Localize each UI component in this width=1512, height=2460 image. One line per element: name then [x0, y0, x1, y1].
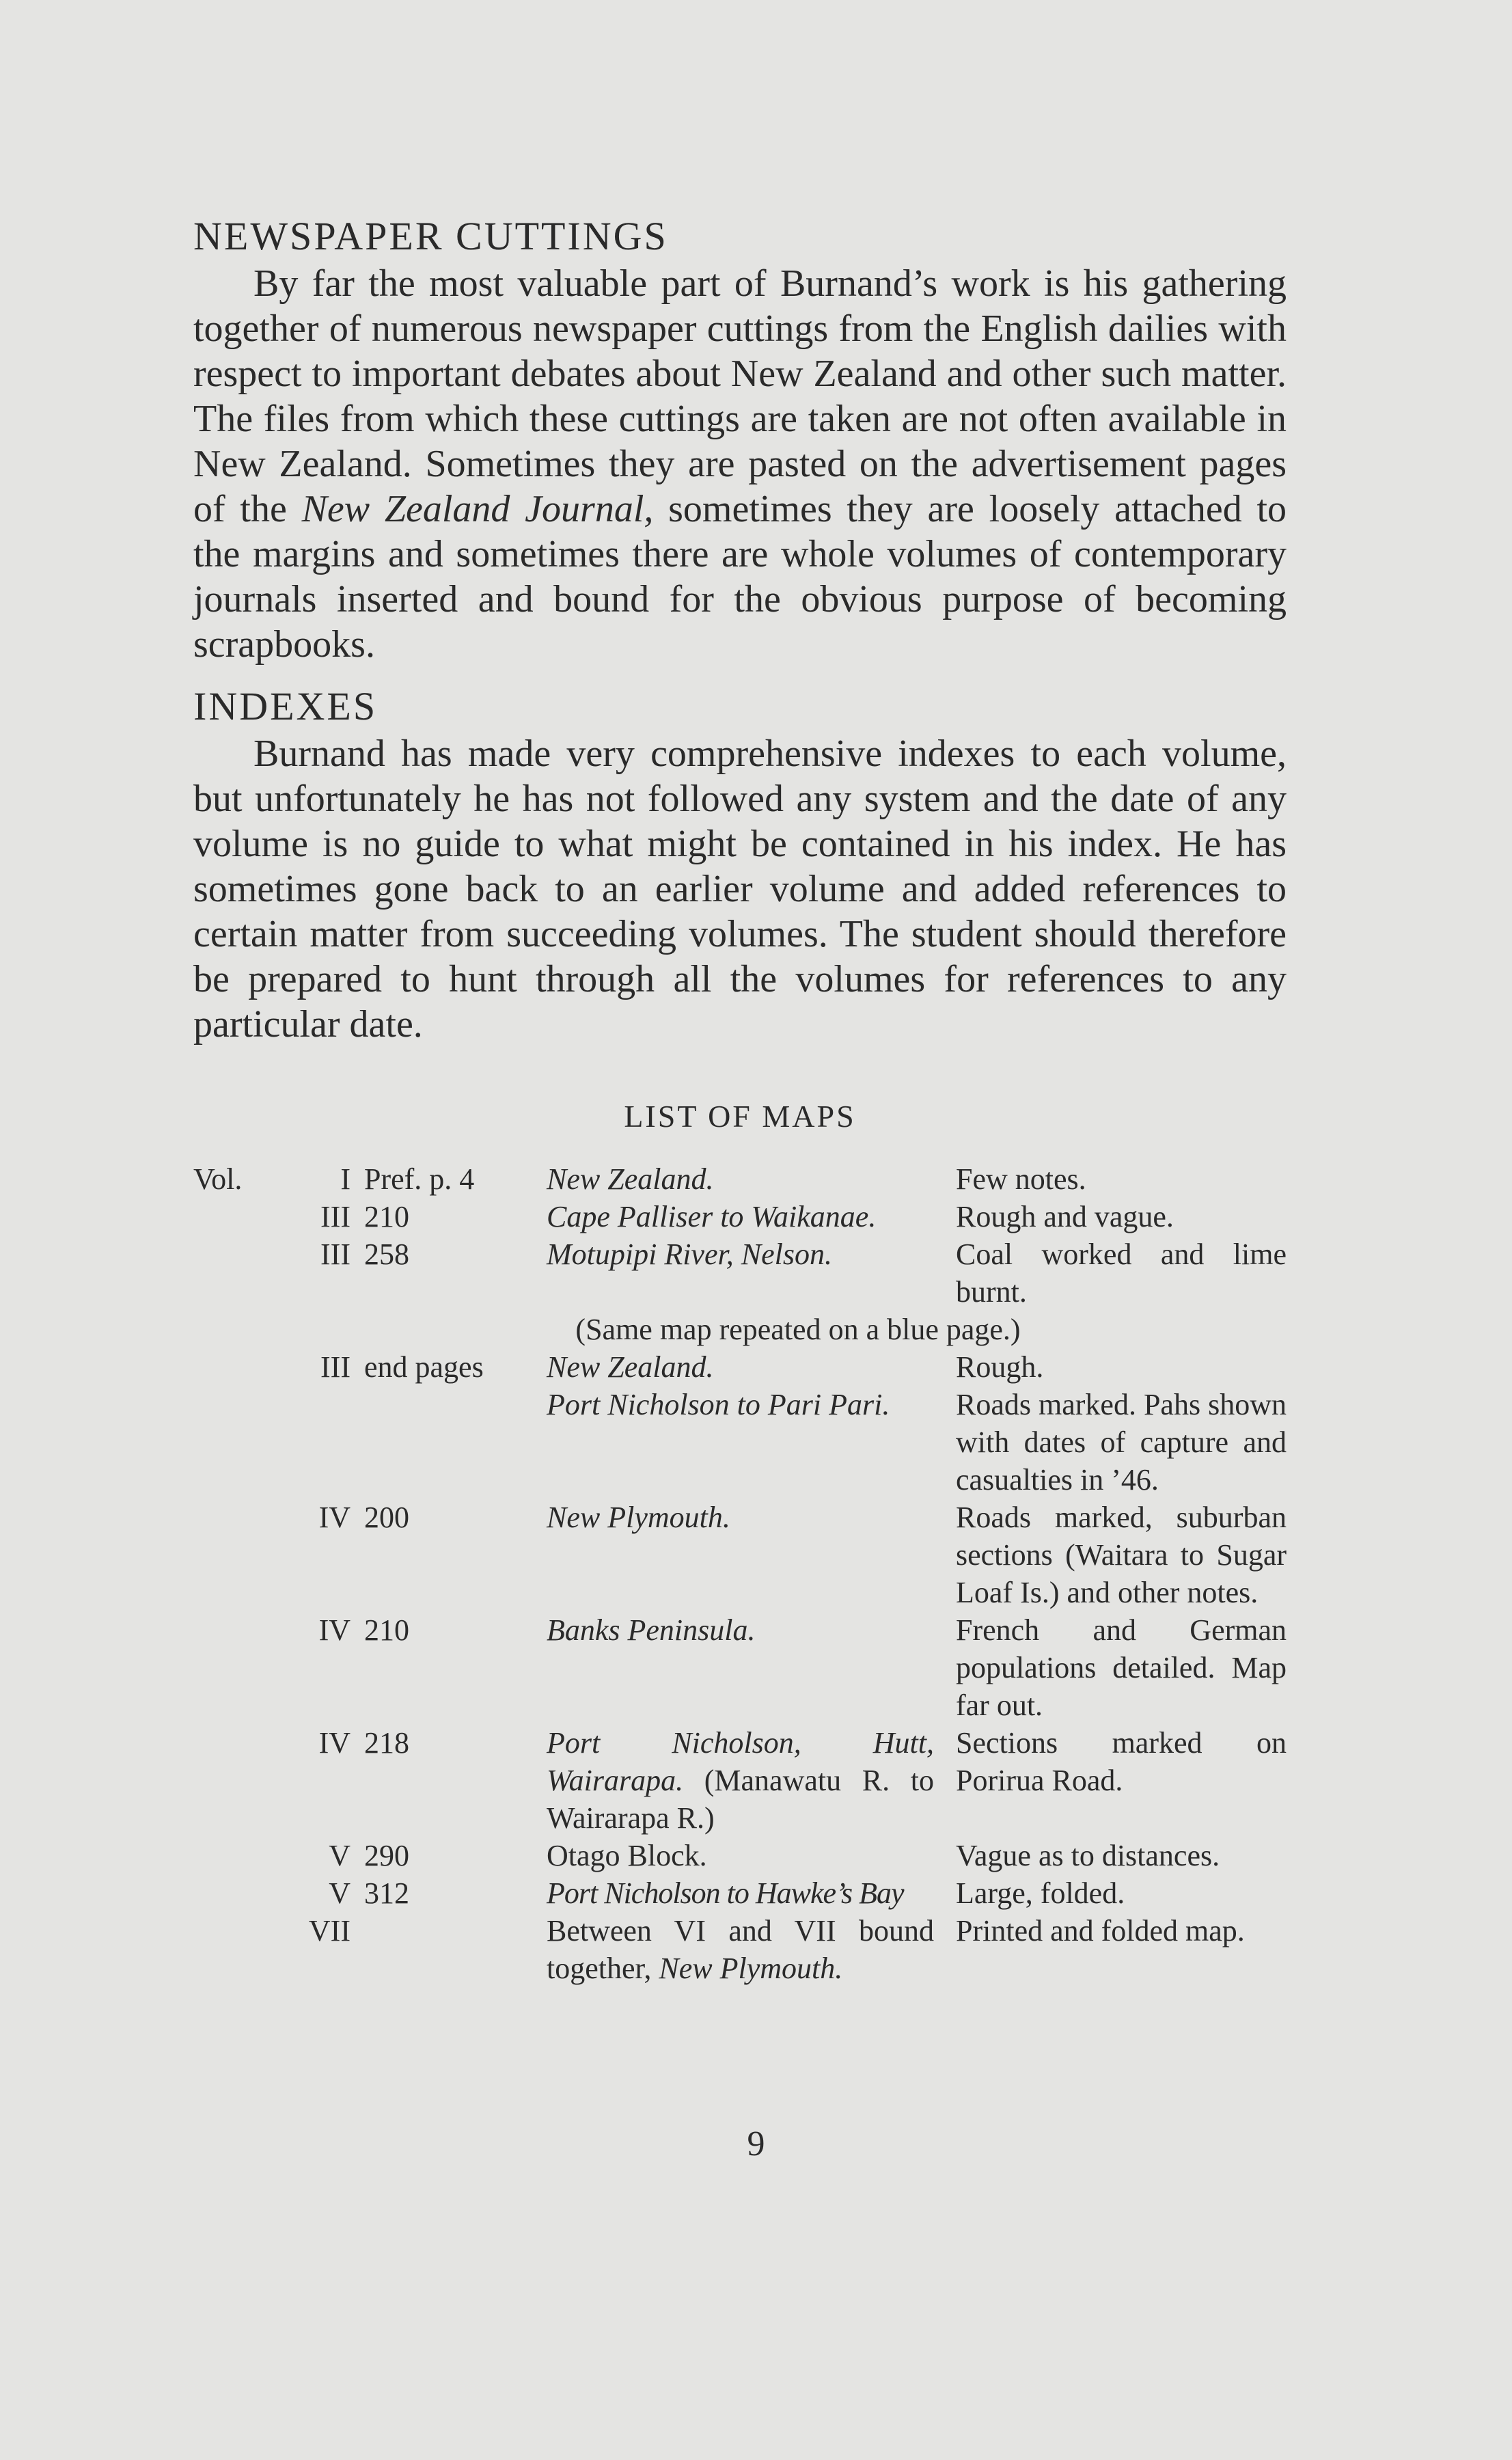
map-title-italic: Port Nicholson, Hutt, Wairarapa.: [547, 1726, 934, 1797]
map-title: Banks Peninsula.: [547, 1613, 756, 1647]
paragraph-text: sometimes they are loosely attached to the margins and sometimes there are whole volumes of contemporary journals inserted and bound for the obvious purpose of becoming scrapbooks.: [193, 488, 1287, 666]
volume-number: IV: [318, 1613, 350, 1647]
map-title: New Zealand.: [547, 1162, 714, 1196]
map-title: Otago Block.: [547, 1839, 707, 1872]
map-title: Port Nicholson to Pari Pari.: [547, 1388, 890, 1421]
volume-number: IV: [318, 1501, 350, 1534]
table-row: [193, 1837, 1287, 1874]
paragraph-text: By far the most valuable part of Burnand’s work is his gathering together of numerous newspaper cuttings from the English dailies with respect to important debates about New Zealand and other such matter. The files from which these cuttings are taken are not often available in New Zealand. Sometimes they are pasted on the advertisement pages of the: [193, 262, 1287, 530]
table-row: [193, 1386, 1287, 1499]
map-title: Port Nicholson to Hawke’s Bay: [547, 1876, 904, 1910]
map-title: [547, 1724, 956, 1837]
page-ref: Pref. p. 4: [364, 1162, 475, 1196]
table-row: [193, 1235, 1287, 1311]
page-ref: 210: [364, 1200, 409, 1233]
repeat-note: (Same map repeated on a blue page.): [575, 1313, 1021, 1346]
page-ref: 312: [364, 1876, 409, 1910]
map-notes: Rough and vague.: [956, 1200, 1174, 1233]
maps-table: [193, 1160, 1287, 1987]
table-row: [193, 1912, 1287, 1987]
table-row: [193, 1198, 1287, 1235]
volume-number: V: [329, 1876, 350, 1910]
volume-number: III: [320, 1238, 350, 1271]
table-row: [193, 1499, 1287, 1611]
map-title: New Plymouth.: [547, 1501, 730, 1534]
map-notes: Coal worked and lime burnt.: [956, 1238, 1287, 1309]
page-ref: 210: [364, 1613, 409, 1647]
table-row: [193, 1348, 1287, 1386]
map-notes: French and German populations detailed. Map far out.: [956, 1613, 1287, 1722]
journal-title: New Zealand Journal,: [301, 488, 654, 530]
volume-number: I: [340, 1162, 350, 1196]
volume-number: III: [320, 1200, 350, 1233]
map-notes: Sections marked on Porirua Road.: [956, 1726, 1287, 1797]
map-title-plain: Between VI and VII bound together,: [547, 1914, 934, 1985]
map-title: Cape Palliser to Waikanae.: [547, 1200, 877, 1233]
page-ref: 290: [364, 1839, 409, 1872]
page-ref: 218: [364, 1726, 409, 1760]
page-ref: 200: [364, 1501, 409, 1534]
page-content: [193, 212, 1287, 1987]
map-notes: Rough.: [956, 1350, 1044, 1384]
table-row: [193, 1311, 1287, 1348]
section-heading-indexes: INDEXES: [193, 684, 378, 728]
map-title-italic: New Plymouth.: [659, 1952, 843, 1985]
map-title: Motupipi River, Nelson.: [547, 1238, 832, 1271]
volume-number: V: [329, 1839, 350, 1872]
table-row: [193, 1724, 1287, 1837]
map-notes: Roads marked. Pahs shown with dates of capture and casualties in ’46.: [956, 1388, 1287, 1496]
table-row: [193, 1611, 1287, 1724]
map-notes: Roads marked, suburban sections (Waitara to Sugar Loaf Is.) and other notes.: [956, 1501, 1287, 1609]
map-notes: Large, folded.: [956, 1876, 1125, 1910]
map-notes: Printed and folded map.: [956, 1914, 1245, 1948]
volume-number: VII: [308, 1914, 350, 1948]
volume-number: III: [320, 1350, 350, 1384]
section-heading-newspaper-cuttings: NEWSPAPER CUTTINGS: [193, 214, 668, 258]
page-ref: 258: [364, 1238, 409, 1271]
map-title: New Zealand.: [547, 1350, 714, 1384]
paragraph-indexes: Burnand has made very comprehensive indexes to each volume, but unfortunately he has not followed any system and the date of any volume is no guide to what might be contained in his index. He has sometimes gone back to an earlier volume and added references to certain matter from succeeding volumes. The student should therefore be prepared to hunt through all the volumes for references to any particular date.: [193, 733, 1287, 1046]
map-title-plain: (Manawatu R. to Wairarapa R.): [547, 1764, 934, 1835]
page-ref: end pages: [364, 1350, 484, 1384]
table-row: [193, 1160, 1287, 1198]
paragraph-newspaper-cuttings: [193, 261, 1287, 667]
map-title: [547, 1912, 956, 1987]
volume-number: IV: [318, 1726, 350, 1760]
list-of-maps-title: LIST OF MAPS: [624, 1099, 856, 1134]
vol-label: Vol.: [193, 1162, 243, 1196]
map-notes: Few notes.: [956, 1162, 1086, 1196]
map-notes: Vague as to distances.: [956, 1839, 1220, 1872]
page-number: 9: [747, 2124, 765, 2163]
table-row: [193, 1874, 1287, 1912]
